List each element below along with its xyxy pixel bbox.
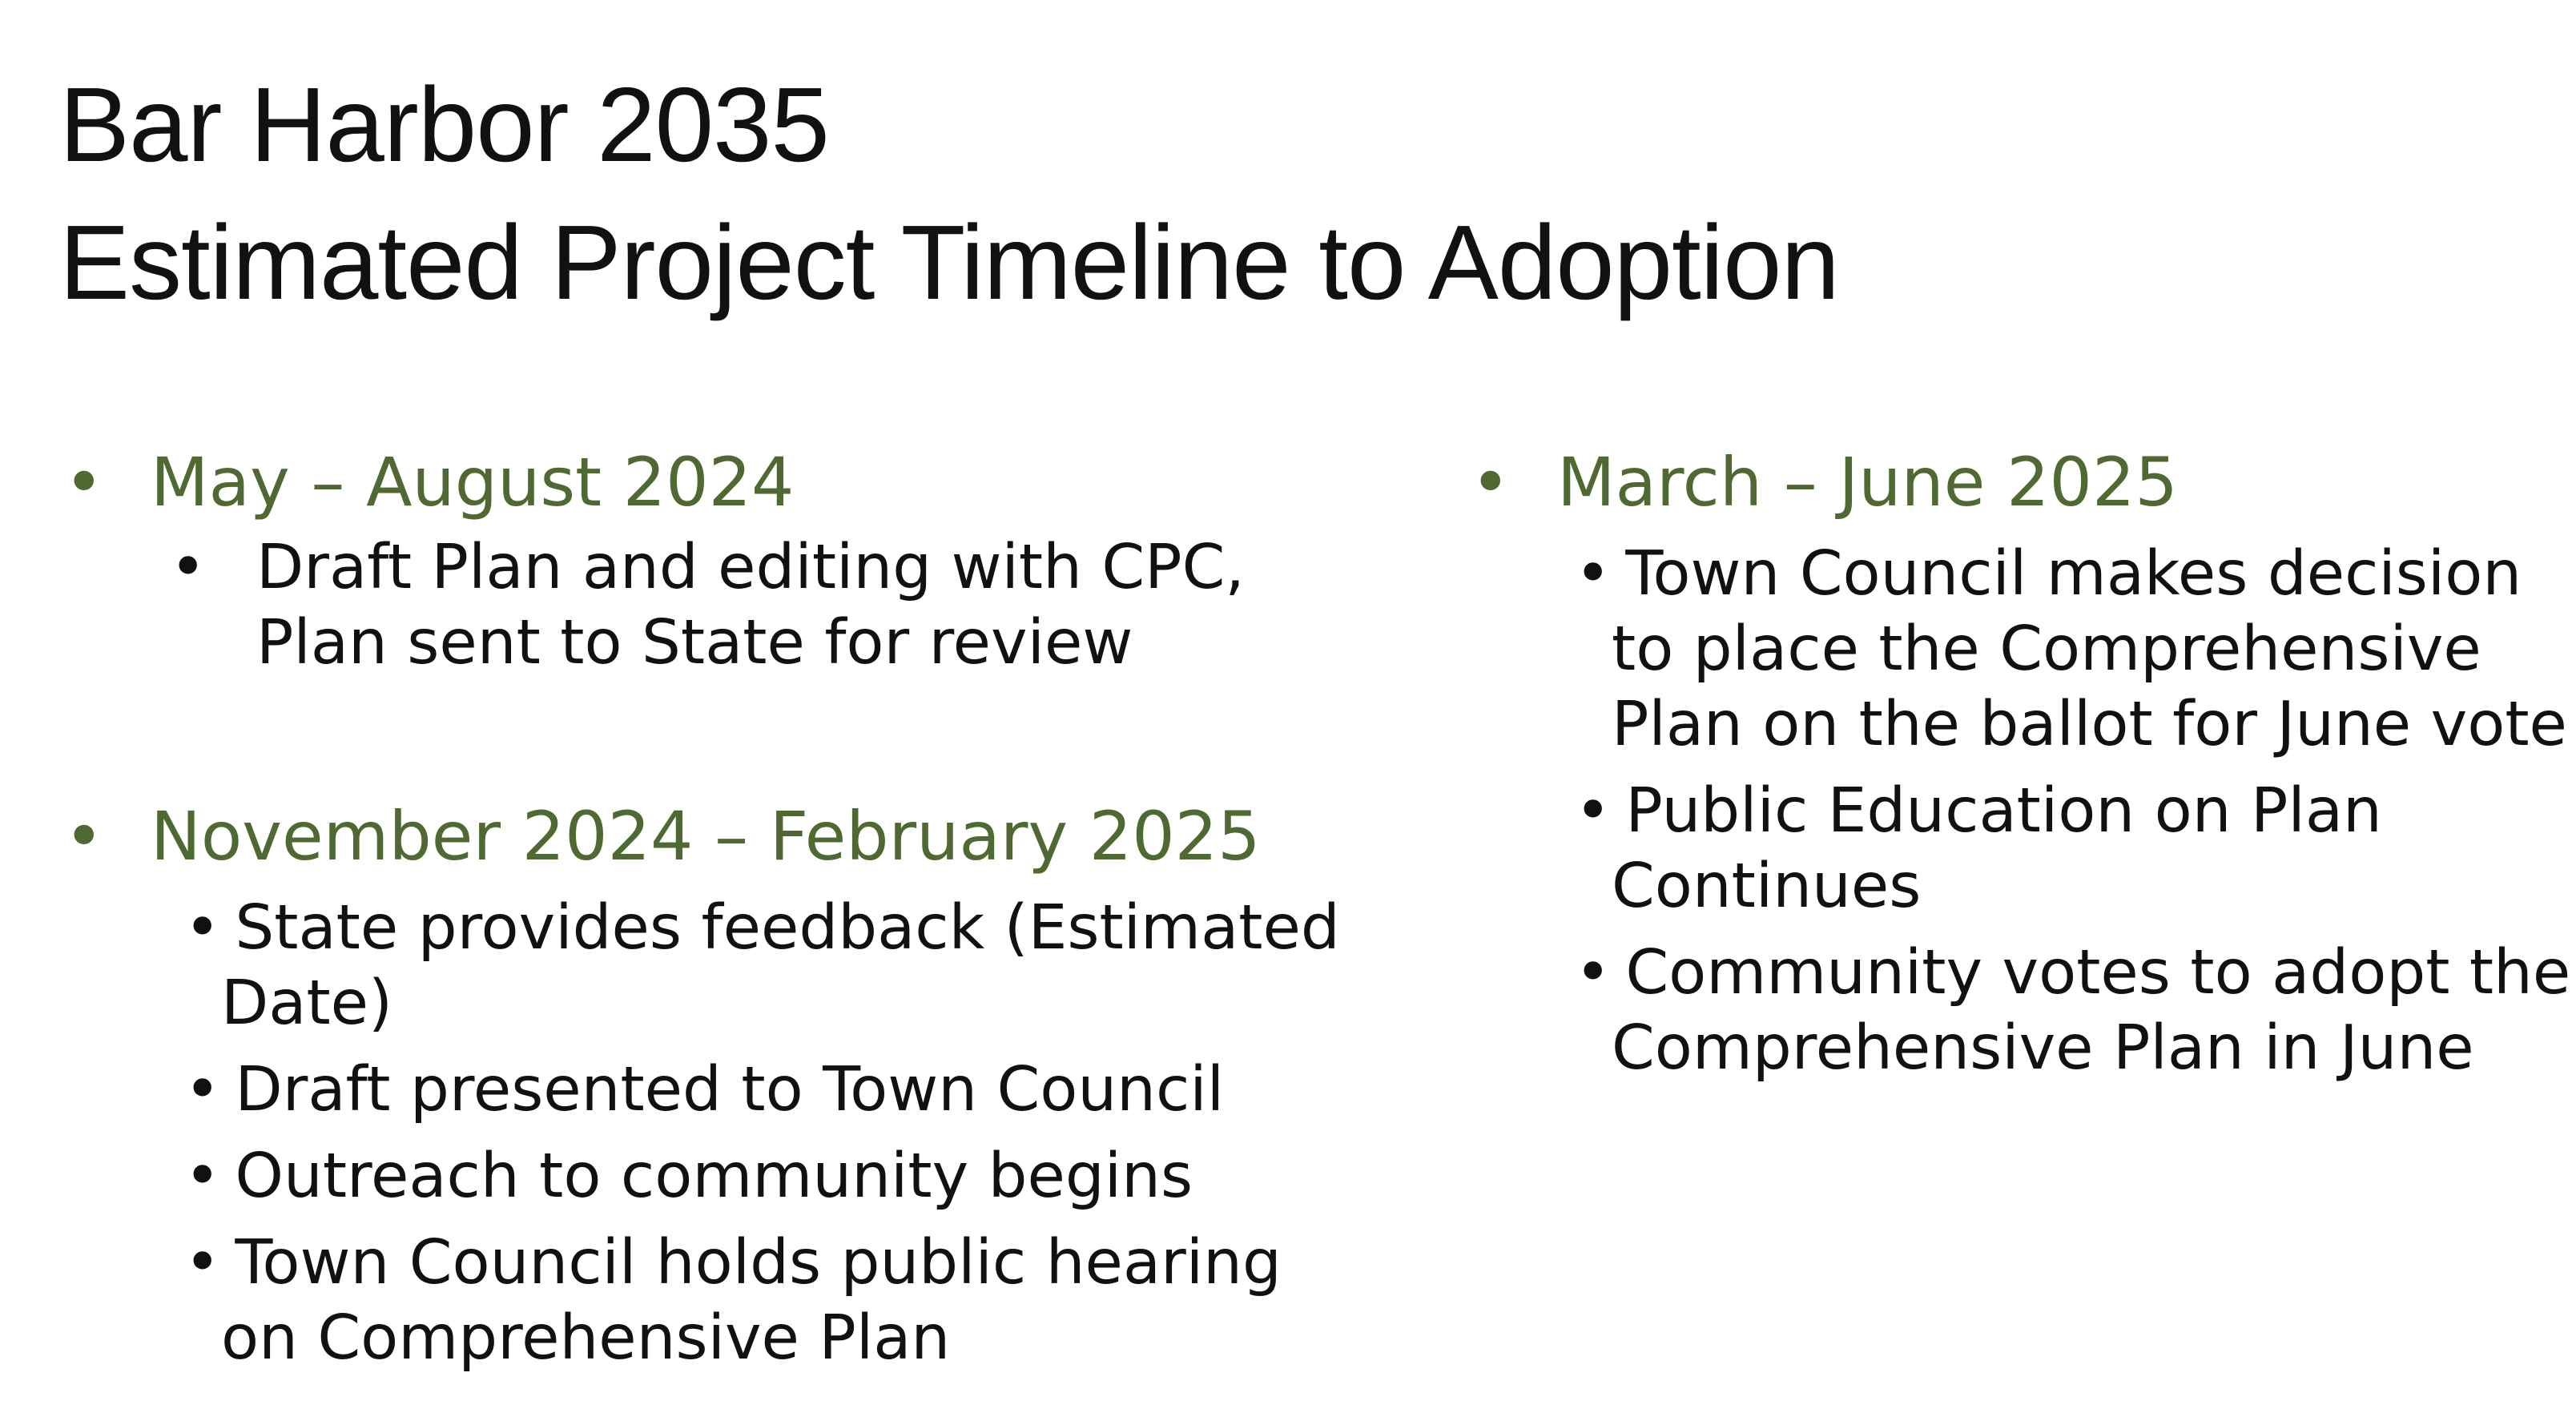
list-item-text: Draft Plan and editing with CPC, Plan sent to State for review [256,532,1245,678]
bullet-icon: • [1575,538,1612,610]
list-item [64,891,1391,1041]
list-item-text: Town Council makes decision to place the Comprehensive Plan on the ballot for June vote [1612,538,2567,760]
list-item [1471,936,2576,1086]
list-item-text: Public Education on Plan Continues [1612,775,2382,922]
timeline-group-may-august-2024 [64,439,1378,681]
heading-text: March – June 2025 [1557,443,2178,521]
left-column [64,439,1378,1376]
heading-text: November 2024 – February 2025 [151,797,1261,876]
list-item [1471,774,2576,924]
timeline-heading [64,439,1378,525]
bullet-icon: • [170,532,207,603]
list-item [1471,537,2576,763]
bullet-icon: • [64,797,104,876]
list-item-text: Community votes to adopt the Comprehensive Plan in June [1612,937,2571,1084]
bullet-icon: • [1575,937,1612,1008]
list-item-text: Draft presented to Town Council [235,1054,1225,1125]
bullet-icon: • [1471,443,1511,521]
right-column [1471,439,2571,1086]
title-line-1: Bar Harbor 2035 [59,66,829,183]
list-item-text: Outreach to community begins [235,1141,1193,1212]
bullet-icon: • [64,443,104,521]
list-item [64,1226,1358,1376]
bullet-icon: • [1575,775,1612,847]
title-line-2: Estimated Project Timeline to Adoption [59,203,1839,321]
list-item [64,1053,1391,1128]
list-item-text: Town Council holds public hearing on Comprehensive Plan [221,1227,1282,1374]
bullet-icon: • [184,1141,221,1212]
heading-text: May – August 2024 [151,443,795,521]
timeline-group-march-june-2025 [1471,439,2571,1086]
bullet-icon: • [184,1054,221,1125]
slide-title [59,56,1839,332]
bullet-icon: • [184,1227,221,1298]
timeline-heading [1471,439,2512,525]
list-item-text: State provides feedback (Estimated Date) [221,892,1340,1039]
timeline-heading [64,793,1378,880]
timeline-group-nov-2024-feb-2025 [64,793,1378,1376]
list-item [64,530,1330,681]
list-item [64,1139,1391,1214]
bullet-icon: • [184,892,221,964]
